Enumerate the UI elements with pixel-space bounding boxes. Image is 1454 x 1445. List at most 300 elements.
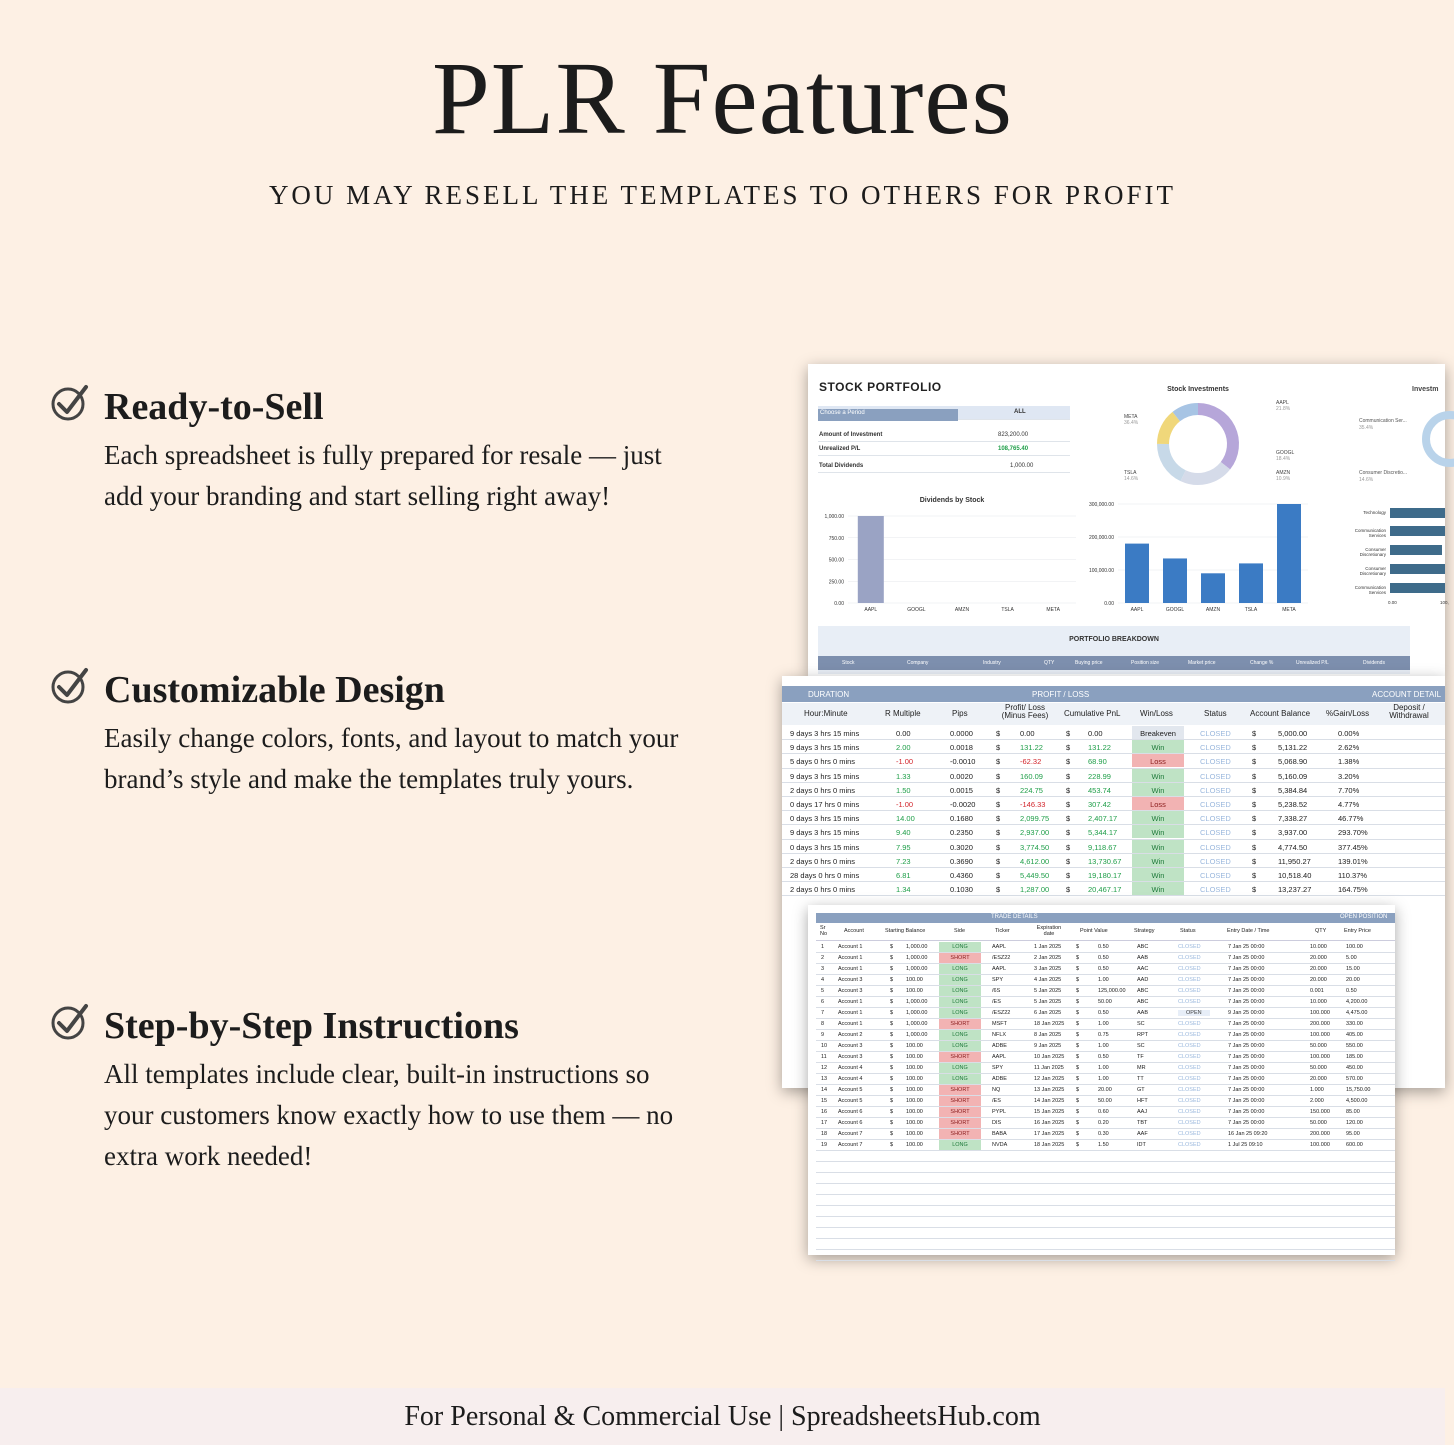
- cell: 50.00: [1098, 999, 1112, 1005]
- cell: 7 Jan 25 00:00: [1228, 999, 1265, 1005]
- table-row: [816, 1129, 1395, 1140]
- cell: 1,000.00: [906, 955, 928, 961]
- cell: NQ: [992, 1087, 1001, 1093]
- donut-label: TSLA: [1124, 470, 1137, 476]
- cell: $: [890, 977, 894, 983]
- cell: 14: [821, 1087, 828, 1093]
- cell: 4,500.00: [1346, 1098, 1368, 1104]
- cell: 2,099.75: [1020, 814, 1050, 824]
- cell: 15 Jan 2025: [1034, 1109, 1065, 1115]
- cell: 0.50: [1098, 1054, 1109, 1060]
- cell: 9 days 3 hrs 15 mins: [790, 771, 860, 781]
- cell: 0.75: [1098, 1032, 1109, 1038]
- status-badge: CLOSED: [1178, 999, 1201, 1005]
- trade-details-screenshot: [808, 905, 1395, 1255]
- bar: [1277, 504, 1301, 603]
- cell: 11: [821, 1054, 827, 1060]
- table-row: [816, 1250, 1395, 1261]
- table-row: [816, 1041, 1395, 1052]
- industry-axis-tick: 100,: [1440, 600, 1449, 605]
- col-header: Account Balance: [1250, 709, 1311, 718]
- cell: 4,774.50: [1278, 842, 1308, 852]
- cell: AAF: [1137, 1131, 1148, 1137]
- col-header: Position size: [1131, 660, 1160, 666]
- cell: $: [890, 955, 894, 961]
- cell: 100.00: [906, 1109, 923, 1115]
- col-header: Hour:Minute: [804, 709, 848, 718]
- col-header: Unrealized P/L: [1296, 660, 1329, 666]
- col-header: Entry Date / Time: [1227, 928, 1270, 934]
- industry-label: Communication Services: [1354, 585, 1386, 595]
- cell: 100.00: [906, 1131, 923, 1137]
- cell: 5,068.90: [1278, 757, 1308, 767]
- cell: 11 Jan 2025: [1034, 1065, 1064, 1071]
- win-loss-badge: Win: [1132, 783, 1184, 796]
- cell: 228.99: [1088, 771, 1111, 781]
- cell: -0.0020: [950, 800, 976, 809]
- industry-label: Technology: [1363, 510, 1386, 515]
- cell: 1 Jul 25 09:10: [1228, 1142, 1263, 1148]
- table-row: [816, 1063, 1395, 1074]
- cell: $: [1076, 1098, 1080, 1104]
- cell: 1,287.00: [1020, 885, 1050, 895]
- win-loss-badge: Win: [1132, 854, 1184, 867]
- cell: 10,518.40: [1278, 871, 1312, 880]
- cell: $: [890, 1032, 894, 1038]
- cell: 7: [821, 1010, 825, 1016]
- cell: 1,000.00: [906, 1032, 928, 1038]
- col-header: Status: [1180, 928, 1196, 934]
- col-header: Dividends: [1363, 660, 1385, 666]
- side-badge: SHORT: [939, 953, 981, 963]
- cell: 0.1030: [950, 885, 973, 895]
- cell: $: [1076, 1054, 1080, 1060]
- summary-label: Total Dividends: [819, 463, 864, 469]
- cell: 7 Jan 25 00:00: [1228, 977, 1265, 983]
- donut-pct: 14.6%: [1124, 476, 1139, 482]
- cell: 2 days 0 hrs 0 mins: [790, 856, 856, 866]
- status-badge: CLOSED: [1178, 977, 1201, 983]
- cell: 4,612.00: [1020, 856, 1050, 866]
- feature-text: All templates include clear, built-in instructions so your customers know exactly how to use them — no extra work needed!: [104, 1059, 674, 1171]
- cell: 7 Jan 25 00:00: [1228, 1043, 1265, 1049]
- table-row: [816, 1228, 1395, 1239]
- cell: 160.09: [1020, 771, 1043, 781]
- col-header: QTY: [1315, 928, 1327, 934]
- cell: $: [996, 785, 1001, 795]
- page-title: PLR Features: [431, 41, 1014, 156]
- cell: ABC: [1137, 988, 1149, 994]
- table-row: [816, 953, 1395, 964]
- cell: 85.00: [1346, 1109, 1360, 1115]
- cell: 100.00: [906, 1065, 923, 1071]
- col-header: Company: [907, 660, 929, 666]
- cell: 131.22: [1020, 743, 1043, 753]
- cell: $: [996, 729, 1001, 738]
- cell: 100.00: [906, 1043, 923, 1049]
- cell: 9 days 3 hrs 15 mins: [790, 743, 860, 753]
- cell: 9: [821, 1032, 825, 1038]
- cell: 2: [821, 955, 825, 961]
- cell: 16: [821, 1109, 828, 1115]
- col-header: Deposit / Withdrawal: [1389, 703, 1429, 720]
- table-row: [816, 1096, 1395, 1107]
- cell: 15.00: [1346, 966, 1360, 972]
- cell: 7 Jan 25 00:00: [1228, 944, 1265, 950]
- side-badge: LONG: [939, 1063, 981, 1073]
- cell: 100.00: [906, 1076, 923, 1082]
- cell: $: [1252, 743, 1257, 753]
- cell: 3 Jan 2025: [1034, 966, 1062, 972]
- cell: 9.40: [896, 828, 911, 838]
- cell: 1.00: [1098, 977, 1109, 983]
- x-tick-label: GOOGL: [907, 607, 926, 613]
- cell: /ESZ22: [992, 955, 1011, 961]
- cell: 12: [821, 1065, 828, 1071]
- cell: $: [890, 1076, 894, 1082]
- cell: DIS: [992, 1120, 1002, 1126]
- cell: $: [890, 1021, 894, 1027]
- x-tick-label: META: [1046, 607, 1060, 613]
- cell: $: [996, 828, 1001, 838]
- cell: 0.4360: [950, 871, 973, 880]
- cell: Account 2: [838, 1032, 863, 1038]
- cell: $: [1076, 1131, 1080, 1137]
- cell: 1.00: [1098, 1076, 1109, 1082]
- bar: [1239, 563, 1263, 603]
- table-row: [816, 964, 1395, 975]
- bar: [1125, 544, 1149, 603]
- third-pct: 35.4%: [1359, 425, 1374, 431]
- cell: Account 7: [838, 1142, 863, 1148]
- summary-row: [818, 459, 1070, 473]
- cell: Account 7: [838, 1131, 863, 1137]
- cell: 120.00: [1346, 1120, 1363, 1126]
- third-donut: [1414, 394, 1454, 484]
- cell: $: [1252, 871, 1257, 880]
- cell: 0 days 3 hrs 15 mins: [790, 842, 860, 852]
- cell: $: [890, 1120, 894, 1126]
- y-tick-label: 100,000.00: [1088, 568, 1114, 574]
- table-row: [782, 811, 1445, 825]
- side-badge: LONG: [939, 997, 981, 1007]
- check-icon: [50, 383, 90, 423]
- cell: 5,160.09: [1278, 771, 1308, 781]
- cell: $: [890, 1142, 894, 1148]
- cell: 13,730.67: [1088, 856, 1122, 866]
- cell: $: [1076, 1032, 1080, 1038]
- cell: 8 Jan 2025: [1034, 1032, 1062, 1038]
- status-badge: CLOSED: [1200, 785, 1231, 795]
- cell: $: [1076, 1109, 1080, 1115]
- cell: 7.95: [896, 842, 911, 852]
- table-row: [816, 1118, 1395, 1129]
- col-header: Entry Price: [1344, 928, 1371, 934]
- table-row: [816, 1195, 1395, 1206]
- cell: SC: [1137, 1021, 1145, 1027]
- industry-axis-tick: 0.00: [1388, 600, 1397, 605]
- cell: 28 days 0 hrs 0 mins: [790, 871, 860, 880]
- bar: [858, 516, 884, 603]
- win-loss-badge: Loss: [1132, 754, 1184, 767]
- status-badge: CLOSED: [1200, 871, 1231, 880]
- cell: 0.0015: [950, 785, 973, 795]
- cell: RPT: [1137, 1032, 1148, 1038]
- cell: 0.00: [1020, 729, 1035, 738]
- table-row: [782, 769, 1445, 783]
- status-badge: CLOSED: [1178, 988, 1201, 994]
- donut-slice: [1183, 466, 1225, 479]
- side-badge: LONG: [939, 1008, 981, 1018]
- cell: NFLX: [992, 1032, 1007, 1038]
- cell: $: [1252, 800, 1257, 809]
- side-badge: LONG: [939, 1041, 981, 1051]
- cell: AAPL: [992, 944, 1007, 950]
- cell: 3,774.50: [1020, 842, 1050, 852]
- cell: 1.00: [1098, 1021, 1109, 1027]
- cell: 3,937.00: [1278, 828, 1308, 838]
- side-badge: SHORT: [939, 1096, 981, 1106]
- cell: 0.3690: [950, 856, 973, 866]
- cell: /ES: [992, 999, 1001, 1005]
- industry-bar: [1390, 526, 1445, 536]
- cell: 200.000: [1310, 1131, 1330, 1137]
- win-loss-badge: Win: [1132, 740, 1184, 753]
- col-header: Side: [954, 928, 966, 934]
- cell: 1.00: [1098, 1065, 1109, 1071]
- chart-title: Stock Investments: [1167, 386, 1229, 393]
- status-badge: CLOSED: [1200, 729, 1231, 738]
- cell: Account 1: [838, 1010, 863, 1016]
- cell: $: [890, 1043, 894, 1049]
- cell: Account 4: [838, 1076, 863, 1082]
- portfolio-title: STOCK PORTFOLIO: [819, 380, 942, 394]
- cell: 110.37%: [1338, 871, 1368, 880]
- cell: $: [890, 1098, 894, 1104]
- cell: 100.00: [906, 1087, 923, 1093]
- cell: $: [1066, 842, 1071, 852]
- cell: 453.74: [1088, 785, 1111, 795]
- bar: [1163, 558, 1187, 603]
- cell: 0.3020: [950, 842, 973, 852]
- feature-text: Easily change colors, fonts, and layout to match your brand’s style and make the templates truly yours.: [104, 723, 679, 794]
- table-row: [816, 1162, 1395, 1173]
- cell: 0.60: [1098, 1109, 1109, 1115]
- x-tick-label: TSLA: [1001, 607, 1014, 613]
- x-tick-label: GOOGL: [1165, 607, 1185, 613]
- cell: 100.00: [906, 1054, 923, 1060]
- cell: Account 3: [838, 1054, 863, 1060]
- cell: 10 Jan 2025: [1034, 1054, 1065, 1060]
- status-badge: CLOSED: [1178, 1120, 1201, 1126]
- cell: 16 Jan 25 09:20: [1228, 1131, 1268, 1137]
- cell: $: [1076, 1043, 1080, 1049]
- cell: $: [1076, 999, 1080, 1005]
- industry-bar-chart: [1338, 502, 1449, 608]
- col-header: Market price: [1188, 660, 1216, 666]
- cell: 1,000.00: [906, 1010, 928, 1016]
- cell: 4: [821, 977, 825, 983]
- cell: 2.000: [1310, 1098, 1324, 1104]
- table-row: [816, 1140, 1395, 1151]
- industry-bar: [1390, 564, 1445, 574]
- col-header: Starting Balance: [885, 928, 926, 934]
- cell: 0.50: [1346, 988, 1357, 994]
- cell: 2,937.00: [1020, 828, 1050, 838]
- cell: $: [996, 885, 1001, 895]
- cell: 150.000: [1310, 1109, 1330, 1115]
- cell: 5: [821, 988, 825, 994]
- win-loss-badge: Breakeven: [1132, 726, 1184, 739]
- cell: $: [1252, 828, 1257, 838]
- feature-title: Ready-to-Sell: [104, 386, 324, 428]
- x-tick-label: AMZN: [1205, 607, 1221, 613]
- cell: $: [1252, 856, 1257, 866]
- cell: 307.42: [1088, 800, 1111, 809]
- cell: -1.00: [896, 800, 914, 809]
- donut-label: AAPL: [1276, 400, 1289, 406]
- cell: $: [996, 771, 1001, 781]
- cell: 0.00: [1088, 729, 1103, 738]
- cell: 2 days 0 hrs 0 mins: [790, 785, 856, 795]
- cell: /ES: [992, 1098, 1001, 1104]
- status-badge: OPEN: [1178, 1010, 1210, 1016]
- col-header: Status: [1204, 709, 1227, 718]
- cell: 125,000.00: [1098, 988, 1126, 994]
- cell: 8: [821, 1021, 825, 1027]
- status-badge: CLOSED: [1178, 1065, 1201, 1071]
- cell: Account 3: [838, 1043, 863, 1049]
- table-row: [816, 1085, 1395, 1096]
- group-label: OPEN POSITION: [1340, 914, 1388, 920]
- status-badge: CLOSED: [1178, 955, 1201, 961]
- cell: $: [1252, 785, 1257, 795]
- donut-slice: [1198, 409, 1233, 466]
- status-badge: CLOSED: [1178, 1043, 1201, 1049]
- cell: 0.2350: [950, 828, 973, 838]
- donut-label: GOOGL: [1276, 450, 1295, 456]
- cell: 100.00: [906, 1120, 923, 1126]
- cell: 1,000.00: [906, 999, 928, 1005]
- cell: 20.000: [1310, 966, 1327, 972]
- cell: 95.00: [1346, 1131, 1360, 1137]
- cell: 7 Jan 25 00:00: [1228, 1054, 1265, 1060]
- industry-label: Consumer Discretionary: [1359, 566, 1386, 576]
- check-icon: [50, 666, 90, 706]
- cell: 14.00: [896, 814, 915, 824]
- side-badge: SHORT: [939, 1107, 981, 1117]
- cell: AAB: [1137, 955, 1149, 961]
- cell: 131.22: [1088, 743, 1111, 753]
- cell: 9 Jan 25 00:00: [1228, 1010, 1265, 1016]
- cell: 7 Jan 25 00:00: [1228, 1109, 1265, 1115]
- cell: $: [1076, 977, 1080, 983]
- third-label: Communication Ser...: [1359, 418, 1407, 424]
- cell: 1.34: [896, 885, 911, 895]
- cell: ABC: [1137, 944, 1149, 950]
- cell: 185.00: [1346, 1054, 1363, 1060]
- cell: 50.00: [1098, 1098, 1112, 1104]
- x-tick-label: AMZN: [954, 607, 970, 613]
- x-tick-label: META: [1282, 607, 1296, 613]
- cell: 0.0020: [950, 771, 973, 781]
- cell: Account 1: [838, 966, 863, 972]
- cell: 4.77%: [1338, 800, 1360, 809]
- donut-slice: [1176, 409, 1198, 417]
- cell: TT: [1137, 1076, 1144, 1082]
- table-row: [816, 986, 1395, 997]
- donut-pct: 10.9%: [1276, 476, 1291, 482]
- col-header: Industry: [983, 660, 1001, 666]
- cell: 68.90: [1088, 757, 1107, 767]
- cell: 7 Jan 25 00:00: [1228, 1076, 1265, 1082]
- cell: ADBE: [992, 1076, 1007, 1082]
- cell: 1.50: [1098, 1142, 1109, 1148]
- side-badge: LONG: [939, 975, 981, 985]
- cell: 0 days 3 hrs 15 mins: [790, 814, 860, 824]
- cell: 7.23: [896, 856, 911, 866]
- side-badge: LONG: [939, 964, 981, 974]
- cell: $: [996, 757, 1001, 767]
- cell: $: [1066, 729, 1071, 738]
- cell: $: [1066, 771, 1071, 781]
- summary-value: 1,000.00: [1010, 463, 1034, 469]
- cell: 7 Jan 25 00:00: [1228, 955, 1265, 961]
- third-pct: 14.6%: [1359, 477, 1374, 483]
- side-badge: SHORT: [939, 1019, 981, 1029]
- cell: Account 3: [838, 977, 863, 983]
- table-row: [816, 1184, 1395, 1195]
- win-loss-badge: Win: [1132, 769, 1184, 782]
- check-icon: [50, 1002, 90, 1042]
- cell: $: [1076, 1065, 1080, 1071]
- cell: Account 6: [838, 1109, 863, 1115]
- x-tick-label: TSLA: [1244, 607, 1258, 613]
- cell: -1.00: [896, 757, 914, 767]
- cell: $: [1252, 729, 1257, 738]
- cell: 7 Jan 25 00:00: [1228, 1087, 1265, 1093]
- col-header: Expiration date: [1036, 925, 1062, 937]
- y-tick-label: 1,000.00: [824, 514, 844, 520]
- cell: 5 days 0 hrs 0 mins: [790, 757, 856, 767]
- group-label: DURATION: [808, 690, 850, 699]
- cell: AAPL: [992, 966, 1007, 972]
- table-row: [782, 825, 1445, 839]
- cell: 13,237.27: [1278, 885, 1312, 895]
- cell: 17 Jan 2025: [1034, 1131, 1065, 1137]
- cell: 4 Jan 2025: [1034, 977, 1062, 983]
- cell: ADBE: [992, 1043, 1007, 1049]
- cell: 5,449.50: [1020, 871, 1050, 880]
- cell: $: [1252, 771, 1257, 781]
- cell: Account 5: [838, 1098, 863, 1104]
- cell: $: [1252, 814, 1257, 824]
- cell: Account 1: [838, 999, 863, 1005]
- cell: $: [996, 814, 1001, 824]
- cell: 17: [821, 1120, 828, 1126]
- donut-pct: 18.4%: [1276, 456, 1291, 462]
- cell: 0.00: [896, 729, 911, 738]
- cell: AAC: [1137, 966, 1149, 972]
- donut-label: AMZN: [1276, 470, 1291, 476]
- summary-label: Unrealized P/L: [819, 446, 861, 452]
- cell: $: [890, 944, 894, 950]
- status-badge: CLOSED: [1200, 771, 1231, 781]
- table-row: [816, 1019, 1395, 1030]
- y-tick-label: 500.00: [828, 557, 844, 564]
- status-badge: CLOSED: [1178, 1054, 1201, 1060]
- col-header: Sr No: [820, 925, 828, 937]
